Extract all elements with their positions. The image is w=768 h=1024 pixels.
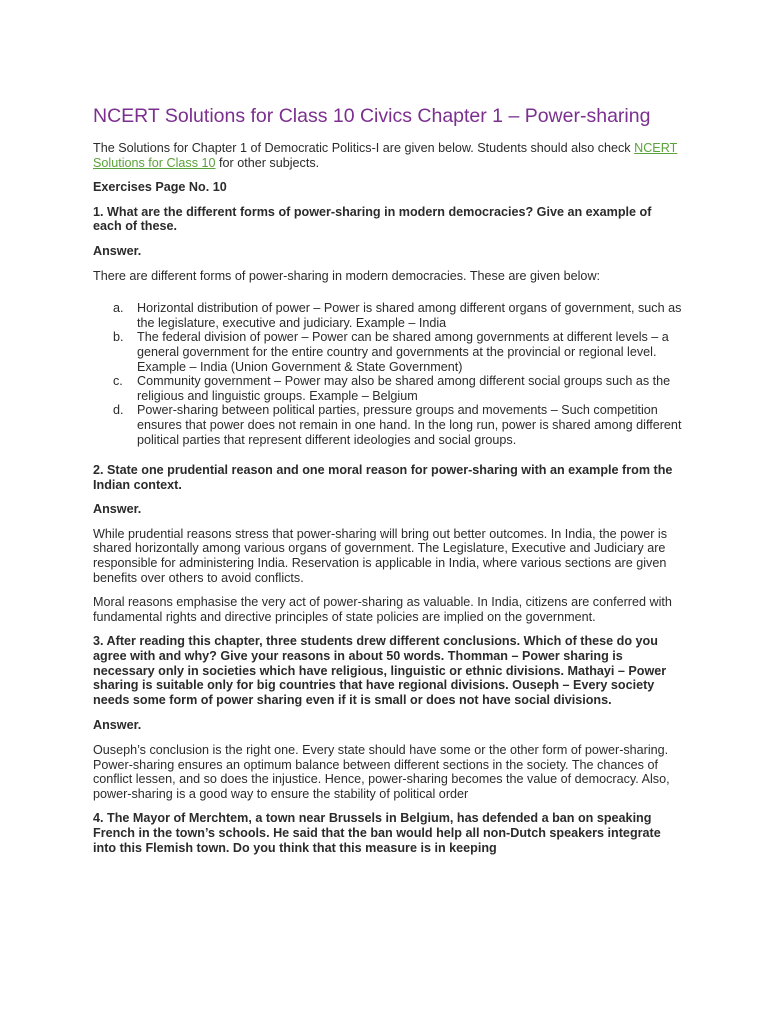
list-item-text: Community government – Power may also be shared among different social groups such as the religious and linguistic groups. Example – Belgium (137, 374, 671, 403)
ncert-class-10-link[interactable]: NCERT Solutions for Class 10 (93, 141, 678, 170)
question-4: 4. The Mayor of Merchtem, a town near Brussels in Belgium, has defended a ban on speaking French in the town’s schools. He said that the ban would help all non-Dutch speakers integrate into this Flemish town. Do you think that this measure is in keeping (93, 811, 661, 855)
list-marker: a. (113, 301, 124, 316)
list-item (113, 330, 683, 374)
answer-1-intro: There are different forms of power-sharing in modern democracies. These are given below: (93, 268, 601, 283)
list-item (113, 374, 683, 403)
answer-label-1: Answer. (93, 243, 142, 258)
question-3: 3. After reading this chapter, three students drew different conclusions. Which of these do you agree with and why? Give your reasons in about 50 words. Thomman – Power sharing is necessary only in societies which have religious, linguistic or ethnic divisions. Mathayi – Power sharing is suitable only for big countries that have regional divisions. Ouseph – Every society needs some form of power sharing even if it is small or does not have social divisions. (93, 634, 667, 707)
question-1: 1. What are the different forms of power-sharing in modern democracies? Give an example of each of these. (93, 204, 652, 234)
list-item (113, 403, 683, 447)
list-marker: b. (113, 330, 124, 345)
document-page (93, 105, 683, 855)
list-item-text: The federal division of power – Power can be shared among governments at different levels – a general government for the entire country and governments at the provincial or regional level. Example – India (Union Government & State Government) (137, 330, 669, 374)
list-item-text: Horizontal distribution of power – Power is shared among different organs of government, such as the legislature, executive and judiciary. Example – India (137, 301, 682, 330)
intro-text: The Solutions for Chapter 1 of Democratic Politics-I are given below. Students should also check (93, 141, 635, 155)
list-item (113, 301, 683, 330)
intro-paragraph (93, 141, 683, 170)
question-2: 2. State one prudential reason and one moral reason for power-sharing with an example from the Indian context. (93, 463, 673, 492)
power-sharing-forms-list (93, 301, 683, 447)
exercises-heading: Exercises Page No. 10 (93, 180, 227, 195)
answer-2-moral: Moral reasons emphasise the very act of power-sharing as valuable. In India, citizens are conferred with fundamental rights and directive principles of state policies are implied on the government. (93, 595, 672, 624)
list-marker: c. (113, 374, 123, 389)
list-marker: d. (113, 403, 124, 418)
page-title: NCERT Solutions for Class 10 Civics Chapter 1 – Power-sharing (93, 105, 651, 127)
answer-3: Ouseph’s conclusion is the right one. Every state should have some or the other form of power-sharing. Power-sharing ensures an optimum balance between different sections in the society. The chances of conflict lessen, and so does the injustice. Hence, power-sharing becomes the value of democracy. Also, power-sharing is a good way to ensure the stability of political order (93, 743, 670, 801)
answer-2-prudential: While prudential reasons stress that power-sharing will bring out better outcomes. In India, the power is shared horizontally among various organs of government. The Legislature, Executive and Judiciary are responsible for administering India. Reservation is applicable in India, where various sections are given benefits over others to avoid conflicts. (93, 526, 667, 585)
answer-label-2: Answer. (93, 502, 142, 517)
answer-label-3: Answer. (93, 718, 142, 733)
intro-text-end: for other subjects. (215, 155, 320, 170)
list-item-text: Power-sharing between political parties, pressure groups and movements – Such competition ensures that power does not remain in one hand. In the long run, power is shared among different political parties that represent different ideologies and social groups. (137, 403, 682, 447)
